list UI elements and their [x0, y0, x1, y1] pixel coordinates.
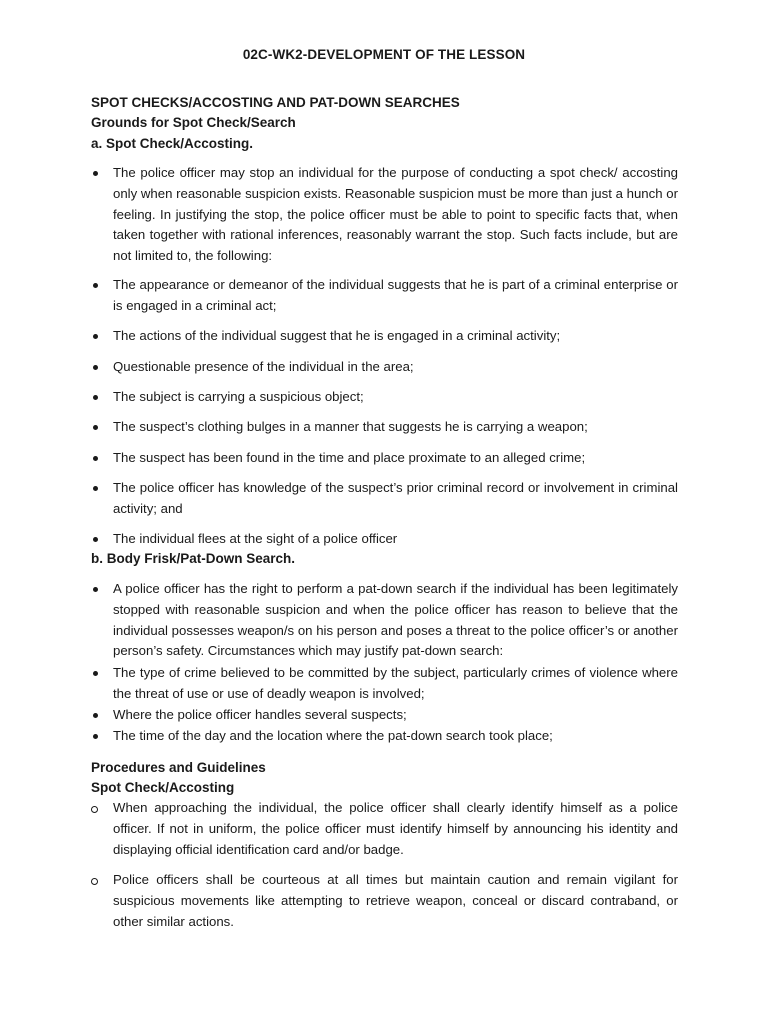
list-item: The time of the day and the location where the pat-down search took place;	[91, 726, 678, 747]
list-item: The police officer may stop an individual for the purpose of conducting a spot check/ accosting only when reasonable suspicion exists. Reasonable suspicion must be more than just a hunch or feeling. In justifying the stop, the police officer must be able to point to specific facts that, when taken together with rational inferences, reasonably warrant the stop. Such facts include, but are not limited to, the following:	[91, 163, 678, 267]
bullet-icon	[93, 486, 98, 491]
bullet-icon	[93, 425, 98, 430]
bullet-icon	[93, 365, 98, 370]
subheading-pat-down: b. Body Frisk/Pat-Down Search.	[91, 551, 296, 566]
section-heading-grounds: Grounds for Spot Check/Search	[91, 115, 296, 130]
bullet-icon	[93, 283, 98, 288]
circle-bullet-icon	[91, 806, 98, 813]
document-title: 02C-WK2-DEVELOPMENT OF THE LESSON	[242, 47, 526, 62]
subheading-spot-check: a. Spot Check/Accosting.	[91, 136, 254, 151]
list-item: The subject is carrying a suspicious object;	[91, 387, 678, 408]
bullet-icon	[93, 395, 98, 400]
section-heading-main: SPOT CHECKS/ACCOSTING AND PAT-DOWN SEARCHES	[91, 95, 460, 110]
list-item: When approaching the individual, the police officer shall clearly identify himself as a police officer. If not in uniform, the police officer must identify himself by announcing his identity and displaying official identification card and/or badge.	[91, 798, 678, 860]
list-item: Where the police officer handles several suspects;	[91, 705, 678, 726]
bullet-icon	[93, 671, 98, 676]
list-item: The individual flees at the sight of a police officer	[91, 529, 678, 550]
list-item: Police officers shall be courteous at all times but maintain caution and remain vigilant for suspicious movements like attempting to retrieve weapon, conceal or discard contraband, or other similar actions.	[91, 870, 678, 932]
list-item: The appearance or demeanor of the individual suggests that he is part of a criminal enterprise or is engaged in a criminal act;	[91, 275, 678, 317]
list-item: A police officer has the right to perform a pat-down search if the individual has been legitimately stopped with reasonable suspicion and when the police officer has reason to believe that the individual possesses weapon/s on his person and poses a threat to the police officer’s or another person’s safety. Circumstances which may justify pat-down search:	[91, 579, 678, 662]
bullet-icon	[93, 456, 98, 461]
list-item: The suspect has been found in the time and place proximate to an alleged crime;	[91, 448, 678, 469]
bullet-icon	[93, 537, 98, 542]
section-heading-procedures: Procedures and Guidelines	[91, 760, 266, 775]
circle-bullet-icon	[91, 878, 98, 885]
bullet-icon	[93, 171, 98, 176]
bullet-icon	[93, 734, 98, 739]
bullet-icon	[93, 587, 98, 592]
list-item: The police officer has knowledge of the suspect’s prior criminal record or involvement in criminal activity; and	[91, 478, 678, 520]
list-item: The actions of the individual suggest that he is engaged in a criminal activity;	[91, 326, 678, 347]
subheading-spot-check-accosting: Spot Check/Accosting	[91, 780, 235, 795]
list-item: Questionable presence of the individual in the area;	[91, 357, 678, 378]
list-item: The suspect’s clothing bulges in a manner that suggests he is carrying a weapon;	[91, 417, 678, 438]
list-item: The type of crime believed to be committed by the subject, particularly crimes of violence where the threat of use or use of deadly weapon is involved;	[91, 663, 678, 705]
bullet-icon	[93, 713, 98, 718]
bullet-icon	[93, 334, 98, 339]
